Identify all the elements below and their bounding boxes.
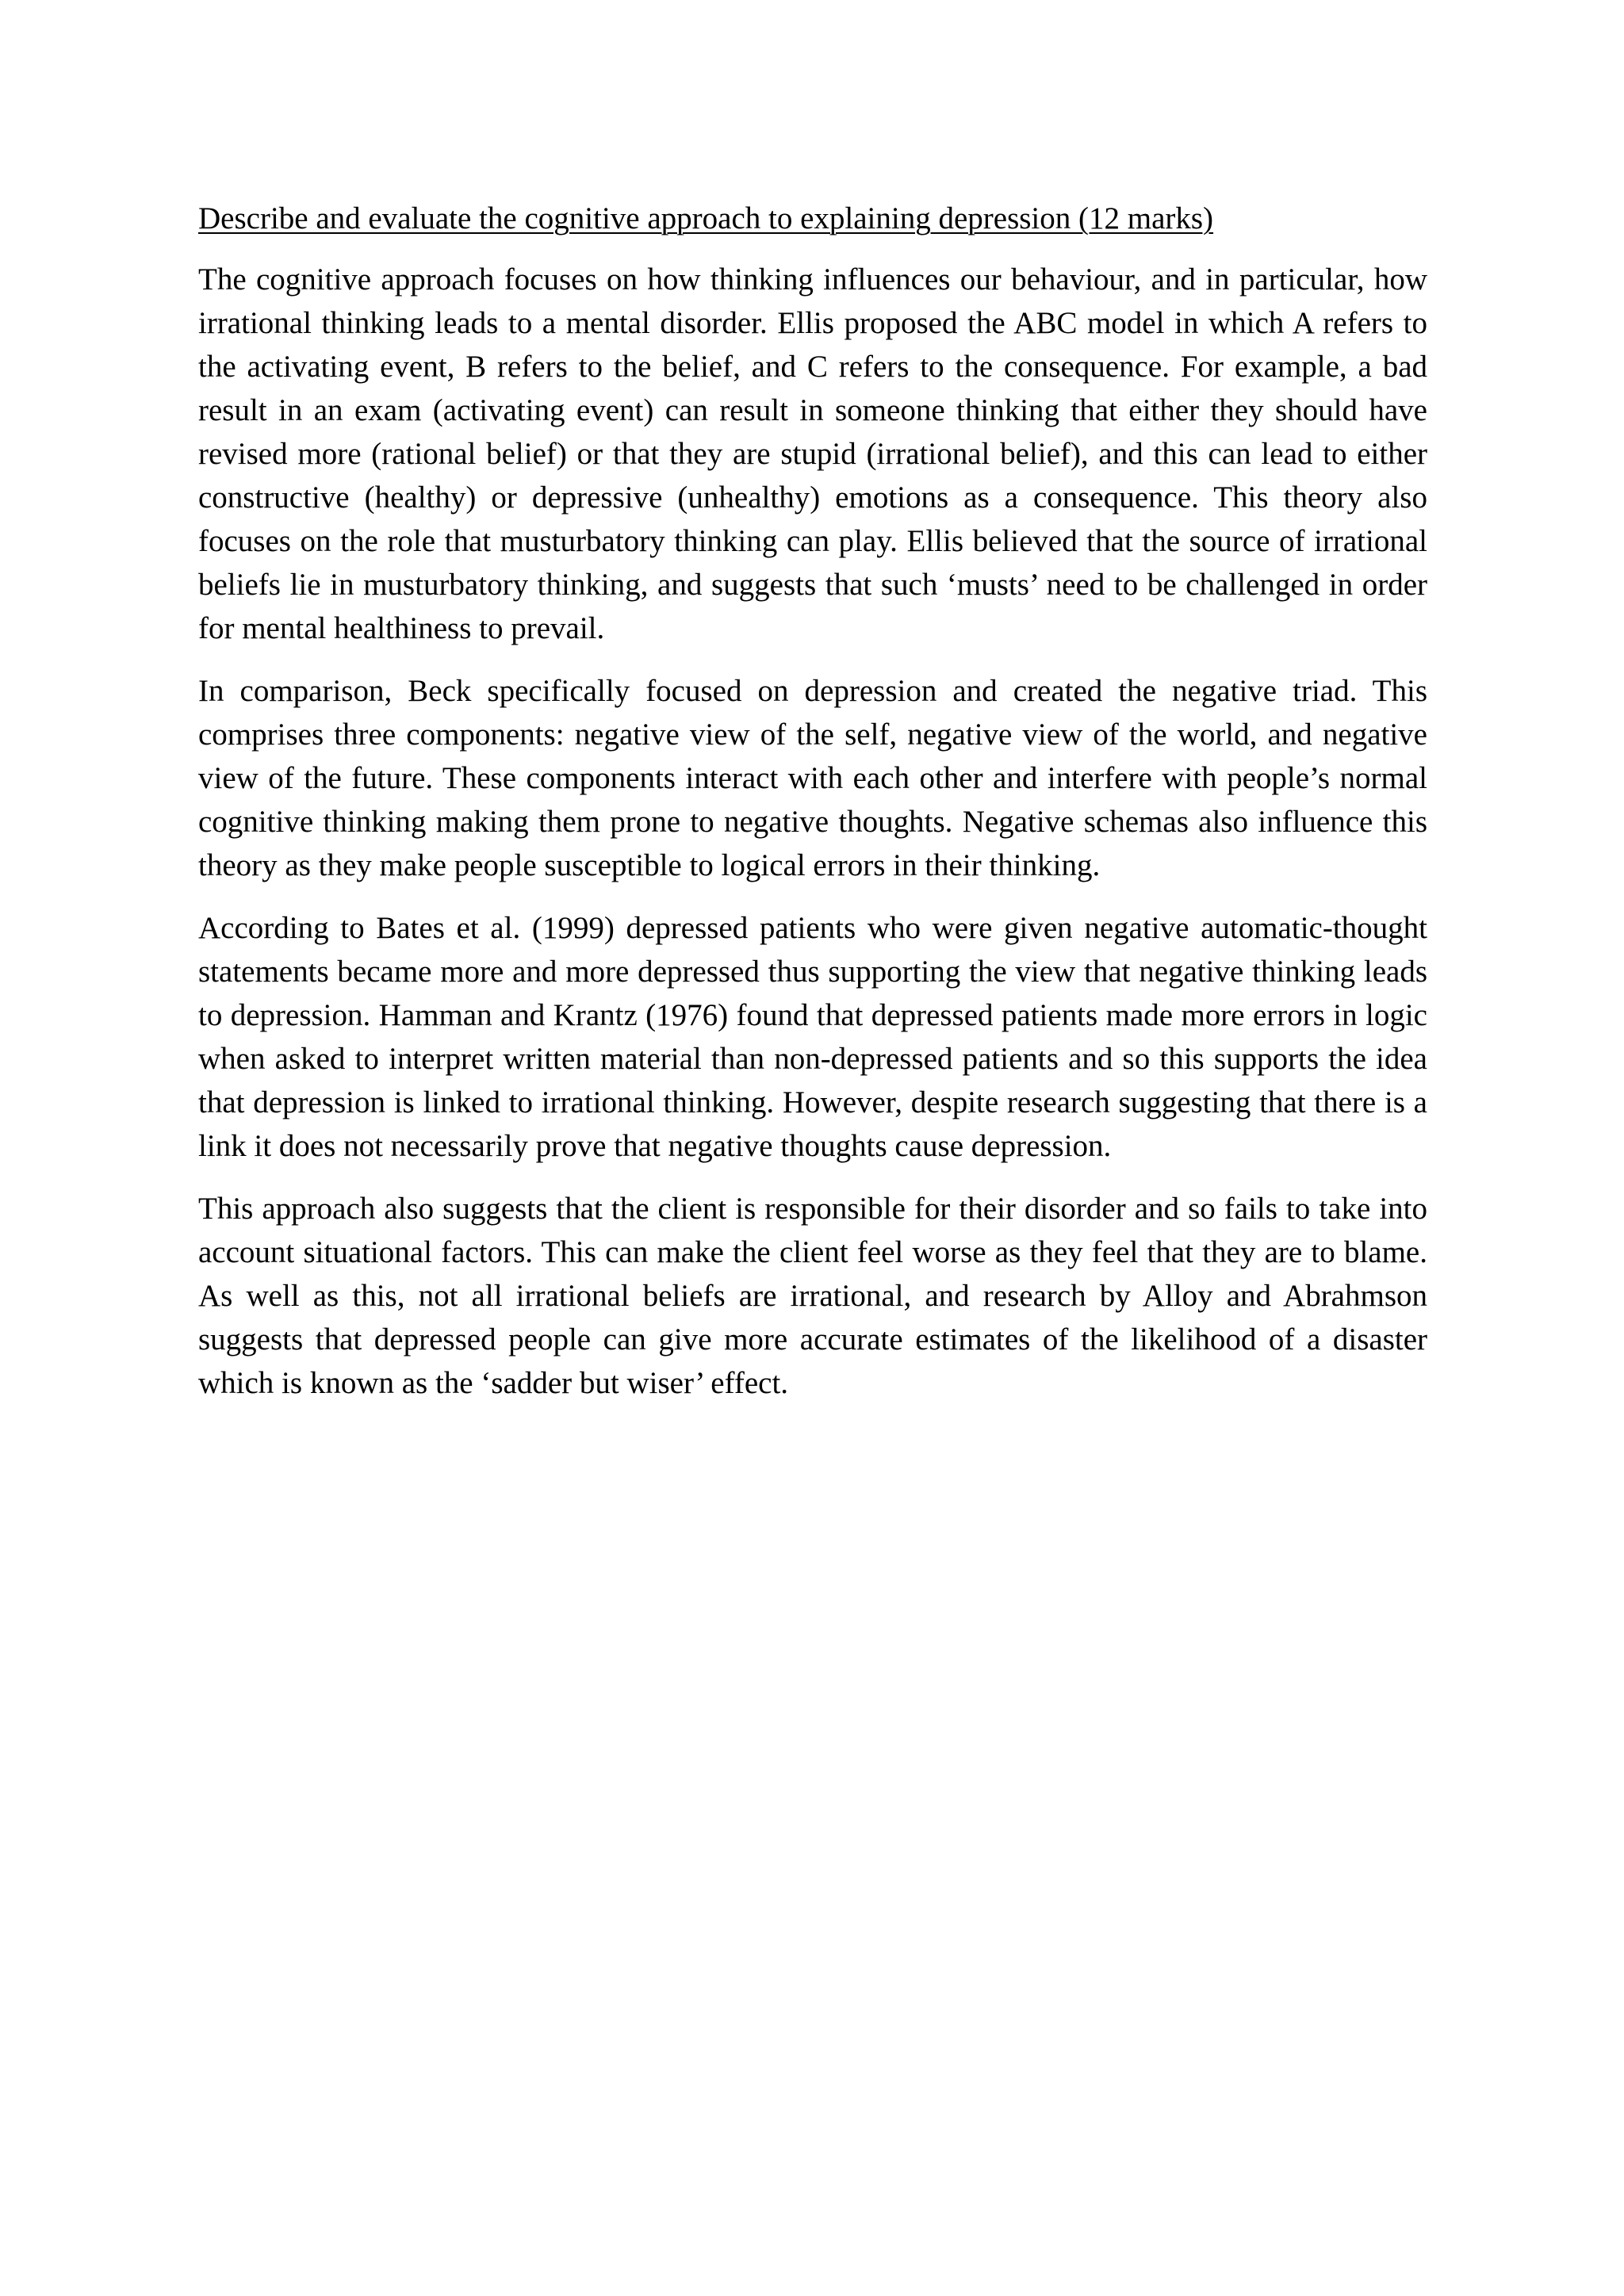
paragraph-research-evidence: According to Bates et al. (1999) depressed patients who were given negative automatic-thought statements became more and more depressed thus supporting the view that negative thinking leads to depression. Hamman and Krantz (1976) found that depressed patients made more errors in logic when asked to interpret written material than non-depressed patients and so this supports the idea that depression is linked to irrational thinking. However, despite research suggesting that there is a link it does not necessarily prove that negative thoughts cause depression. [198, 911, 1427, 1163]
essay-body [198, 197, 1427, 1424]
paragraph-evaluation: This approach also suggests that the client is responsible for their disorder and so fails to take into account situational factors. This can make the client feel worse as they feel that they are to blame. As well as this, not all irrational beliefs are irrational, and research by Alloy and Abrahmson suggests that depressed people can give more accurate estimates of the likelihood of a disaster which is known as the ‘sadder but wiser’ effect. [198, 1192, 1427, 1400]
paragraph-beck-triad: In comparison, Beck specifically focused on depression and created the negative triad. This comprises three components: negative view of the self, negative view of the world, and negative view of the future. These components interact with each other and interfere with people’s normal cognitive thinking making them prone to negative thoughts. Negative schemas also influence this theory as they make people susceptible to logical errors in their thinking. [198, 674, 1427, 882]
paragraph-cognitive-approach: The cognitive approach focuses on how thinking influences our behaviour, and in particular, how irrational thinking leads to a mental disorder. Ellis proposed the ABC model in which A refers to the activating event, B refers to the belief, and C refers to the consequence. For example, a bad result in an exam (activating event) can result in someone thinking that either they should have revised more (rational belief) or that they are stupid (irrational belief), and this can lead to either constructive (healthy) or depressive (unhealthy) emotions as a consequence. This theory also focuses on the role that musturbatory thinking can play. Ellis believed that the source of irrational beliefs lie in musturbatory thinking, and suggests that such ‘musts’ need to be challenged in order for mental healthiness to prevail. [198, 262, 1427, 645]
essay-question-heading: Describe and evaluate the cognitive approach to explaining depression (12 marks) [198, 201, 1214, 235]
